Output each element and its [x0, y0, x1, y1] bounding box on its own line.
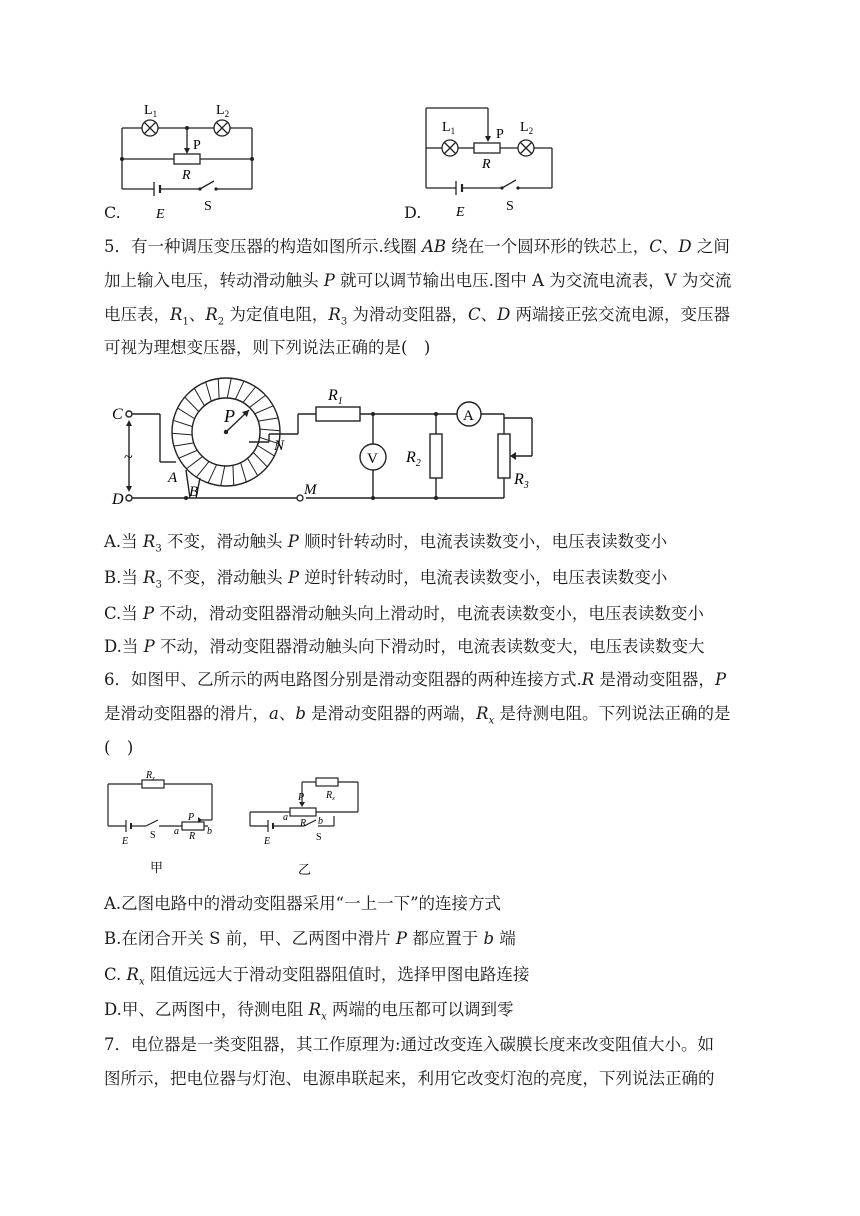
- q6-yi-s-label: S: [316, 832, 322, 843]
- q6-option-a[interactable]: A.乙图电路中的滑动变阻器采用“一上一下”的连接方式: [104, 894, 502, 913]
- q5-n-label: N: [274, 438, 285, 454]
- q4-option-d-letter: D.: [404, 203, 422, 222]
- q4-option-d-circuit: [410, 100, 570, 218]
- q5-b-point-label: B: [189, 484, 199, 500]
- q4d-l2-label: $L_2$: [520, 120, 534, 136]
- q5-r1-label: $R_1$: [328, 387, 343, 407]
- q6-yi-rx-label: $R_x$: [326, 790, 335, 802]
- coil-turn: [258, 418, 278, 421]
- q5-option-d[interactable]: D.当 P 不动，滑动变阻器滑动触头向下滑动时，电流表读数变大，电压表读数变大: [104, 637, 705, 656]
- q6-yi-p-label: P: [298, 792, 305, 803]
- q5-d-label: D: [112, 491, 124, 508]
- q6-yi-caption: 乙: [298, 862, 312, 877]
- q4c-p-label: P: [193, 138, 201, 153]
- coil-turn: [194, 388, 204, 405]
- q6-jia-a-label: a: [174, 826, 179, 837]
- q6-option-b[interactable]: B.在闭合开关 S 前，甲、乙两图中滑片 P 都应置于 b 端: [104, 929, 516, 948]
- q5-c-label: C: [112, 406, 123, 423]
- q5-p-label: P: [224, 406, 235, 426]
- q4d-e-label: E: [456, 205, 465, 218]
- coil-turn: [248, 458, 258, 475]
- coil-turn: [172, 433, 192, 435]
- q4d-s-label: S: [506, 199, 514, 214]
- coil-turn: [178, 408, 195, 419]
- q5-stem-line-1: 5．有一种调压变压器的构造如图所示.线圈 AB 绕在一个圆环形的铁芯上，C、D 之间: [104, 237, 730, 256]
- q6-jia-s-label: S: [150, 830, 156, 841]
- coil-turn: [253, 452, 267, 467]
- coil-turn: [206, 382, 212, 401]
- q5-m-label: M: [304, 482, 317, 498]
- q6-jia-b-label: b: [207, 826, 212, 837]
- q4c-r-label: R: [182, 168, 191, 183]
- q5-option-b[interactable]: B.当 $R_3$ 不变，滑动触头 P 逆时针转动时，电流表读数变小，电压表读数变小: [104, 568, 668, 591]
- q6-yi-b-label: b: [318, 816, 323, 827]
- q4-option-c-circuit: [100, 96, 270, 226]
- q4c-e-label: E: [156, 207, 165, 222]
- q5-option-c[interactable]: C.当 P 不动，滑动变阻器滑动触头向上滑动时，电流表读数变小，电压表读数变小: [104, 604, 704, 623]
- q4c-l2-label: $L_2$: [216, 103, 230, 119]
- q4d-p-label: P: [496, 127, 504, 142]
- q7-stem-line-1: 7．电位器是一类变阻器，其工作原理为:通过改变连入碳膜长度来改变阻值大小。如: [104, 1035, 715, 1054]
- coil-turn: [196, 461, 209, 477]
- q4c-l1-label: $L_1$: [144, 103, 158, 119]
- q6-jia-caption: 甲: [150, 860, 164, 875]
- q6-stem-line-1: 6．如图甲、乙所示的两电路图分别是滑动变阻器的两种连接方式.R 是滑动变阻器，P: [104, 670, 727, 689]
- coil-turn: [174, 443, 194, 446]
- q5-stem-line-2: 加上输入电压，转动滑动触头 P 就可以调节输出电压.图中 A 为交流电流表，V 为交流: [104, 271, 732, 290]
- coil-turn: [260, 429, 280, 431]
- q5-a-point-label: A: [168, 470, 178, 486]
- q5-transformer-circuit: [104, 370, 564, 510]
- q7-stem-line-2: 图所示，把电位器与灯泡、电源串联起来，利用它改变灯泡的亮度，下列说法正确的: [104, 1069, 715, 1088]
- q6-yi-a-label: a: [283, 812, 288, 823]
- coil-turn: [208, 465, 217, 483]
- coil-turn: [249, 395, 265, 407]
- q4c-s-label: S: [204, 199, 212, 214]
- q4-option-c-letter: C.: [104, 203, 121, 222]
- coil-turn: [218, 379, 219, 399]
- coil-turn: [233, 465, 234, 485]
- q5-stem-line-3: 电压表，$R_1$、$R_2$ 为定值电阻，$R_3$ 为滑动变阻器，C、D 两端接正弦交流电源，变压器: [104, 305, 731, 328]
- coil-turn: [221, 466, 225, 486]
- q4d-r-label: R: [482, 157, 491, 172]
- coil-turn: [243, 387, 256, 403]
- q6-option-c[interactable]: C. $R_x$ 阻值远远大于滑动变阻器阻值时，选择甲图电路连接: [104, 965, 530, 988]
- coil-turn: [227, 378, 231, 398]
- q6-jia-r-label: R: [189, 831, 196, 842]
- coil-turn: [179, 450, 198, 458]
- coil-turn: [173, 420, 192, 426]
- q5-option-a[interactable]: A.当 $R_3$ 不变，滑动触头 P 顺时针转动时，电流表读数变小，电压表读数变小: [104, 532, 668, 555]
- q6-stem-line-3: ( ): [104, 738, 134, 757]
- q5-voltmeter-label: V: [367, 451, 378, 467]
- coil-turn: [185, 397, 199, 412]
- q5-tilde: ~: [124, 449, 133, 466]
- q4d-l1-label: $L_1$: [442, 120, 456, 136]
- coil-turn: [255, 406, 274, 414]
- q6-jia-rx-label: $R_x$: [146, 770, 155, 782]
- q5-r3-label: $R_3$: [514, 471, 529, 491]
- q5-ammeter-label: A: [463, 408, 474, 424]
- q6-figure-jia: [104, 768, 229, 878]
- q6-jia-e-label: E: [122, 836, 129, 847]
- q5-stem-line-4: 可视为理想变压器，则下列说法正确的是( ): [104, 338, 431, 357]
- coil-turn: [241, 463, 247, 482]
- coil-turn: [235, 381, 244, 399]
- q6-figure-yi: [246, 774, 371, 882]
- q6-jia-p-label: P: [188, 812, 195, 823]
- q6-option-d[interactable]: D.甲、乙两图中，待测电阻 $R_x$ 两端的电压都可以调到零: [104, 1000, 514, 1023]
- coil-turn: [257, 445, 274, 456]
- q6-stem-line-2: 是滑动变阻器的滑片，a、b 是滑动变阻器的两端，$R_x$ 是待测电阻。下列说法正确的是: [104, 704, 731, 727]
- q6-yi-e-label: E: [264, 836, 271, 847]
- coil-turn: [186, 457, 202, 469]
- q6-yi-r-label: R: [300, 818, 307, 829]
- q5-r2-label: $R_2$: [406, 449, 421, 469]
